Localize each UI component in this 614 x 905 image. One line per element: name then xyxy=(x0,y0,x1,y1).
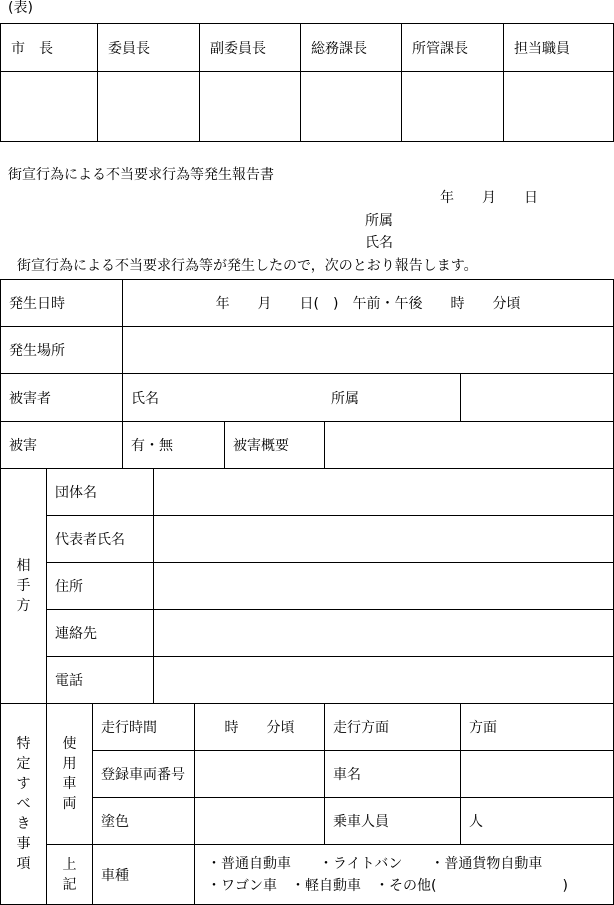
stamp-box-vice-chair[interactable] xyxy=(200,72,301,142)
stamp-box-general-affairs[interactable] xyxy=(301,72,402,142)
counterparty-address-field[interactable] xyxy=(154,563,614,610)
counterparty-group-name-label: 団体名 xyxy=(47,469,154,516)
damage-label: 被害 xyxy=(1,422,123,469)
approval-col-general-affairs: 総務課長 xyxy=(301,24,402,72)
counterparty-address-label: 住所 xyxy=(47,563,154,610)
paint-color-field[interactable] xyxy=(195,798,325,845)
approval-col-vice-chair: 副委員長 xyxy=(200,24,301,72)
vehicle-group-label: 使 用 車 両 xyxy=(47,704,93,845)
approval-col-section-chief: 所管課長 xyxy=(402,24,504,72)
direction-field[interactable]: 方面 xyxy=(461,704,614,751)
victim-label: 被害者 xyxy=(1,374,123,422)
run-time-label: 走行時間 xyxy=(93,704,195,751)
reporter-name-label: 氏名 xyxy=(365,235,393,251)
counterparty-representative-label: 代表者氏名 xyxy=(47,516,154,563)
identify-group-label: 特 定 す べ き 事 項 xyxy=(1,704,47,905)
car-name-field[interactable] xyxy=(461,751,614,798)
approval-col-staff: 担当職員 xyxy=(504,24,614,72)
approval-col-mayor: 市 長 xyxy=(1,24,98,72)
counterparty-representative-field[interactable] xyxy=(154,516,614,563)
report-title: 街宣行為による不当要求行為等発生報告書 xyxy=(8,167,274,183)
plate-number-label: 登録車両番号 xyxy=(93,751,195,798)
direction-label: 走行方面 xyxy=(325,704,461,751)
victim-affiliation-label: 所属 xyxy=(331,390,360,407)
stamp-box-mayor[interactable] xyxy=(1,72,98,142)
report-intro: 街宣行為による不当要求行為等が発生したので，次のとおり報告します。 xyxy=(17,258,478,274)
occurrence-place-label: 発生場所 xyxy=(1,327,123,374)
victim-affiliation-field[interactable] xyxy=(331,374,614,422)
passengers-label: 乗車人員 xyxy=(325,798,461,845)
above-label: 上 記 xyxy=(47,845,93,905)
car-type-label: 車種 xyxy=(93,845,195,905)
car-type-options[interactable] xyxy=(195,845,614,905)
counterparty-contact-label: 連絡先 xyxy=(47,610,154,657)
occurrence-place-field[interactable] xyxy=(123,327,614,374)
victim-name-field[interactable] xyxy=(123,374,461,422)
stamp-box-chair[interactable] xyxy=(98,72,200,142)
report-main-table xyxy=(0,279,614,905)
victim-name-label: 氏名 xyxy=(131,390,160,407)
reporter-affiliation-label: 所属 xyxy=(365,213,393,229)
paint-color-label: 塗色 xyxy=(93,798,195,845)
occurrence-datetime-field[interactable]: 年 月 日( ) 午前・午後 時 分頃 xyxy=(123,280,614,327)
form-side-label: (表) xyxy=(8,0,33,16)
approval-stamp-table xyxy=(0,23,614,142)
occurrence-datetime-label: 発生日時 xyxy=(1,280,123,327)
report-date-line: 年 月 日 xyxy=(440,190,538,206)
counterparty-group-label: 相 手 方 xyxy=(1,469,47,704)
damage-yes-no-field[interactable]: 有・無 xyxy=(123,422,225,469)
damage-summary-field[interactable] xyxy=(325,422,614,469)
counterparty-contact-field[interactable] xyxy=(154,610,614,657)
passengers-field[interactable]: 人 xyxy=(461,798,614,845)
damage-summary-label: 被害概要 xyxy=(225,422,325,469)
counterparty-phone-label: 電話 xyxy=(47,657,154,704)
stamp-box-section-chief[interactable] xyxy=(402,72,504,142)
car-name-label: 車名 xyxy=(325,751,461,798)
approval-col-chair: 委員長 xyxy=(98,24,200,72)
car-type-options-line2: ・ワゴン車 ・軽自動車 ・その他( ) xyxy=(207,877,568,894)
counterparty-phone-field[interactable] xyxy=(154,657,614,704)
stamp-box-staff[interactable] xyxy=(504,72,614,142)
plate-number-field[interactable] xyxy=(195,751,325,798)
run-time-field[interactable]: 時 分頃 xyxy=(195,704,325,751)
counterparty-group-name-field[interactable] xyxy=(154,469,614,516)
car-type-options-line1: ・普通自動車 ・ライトバン ・普通貨物自動車 xyxy=(207,855,543,872)
